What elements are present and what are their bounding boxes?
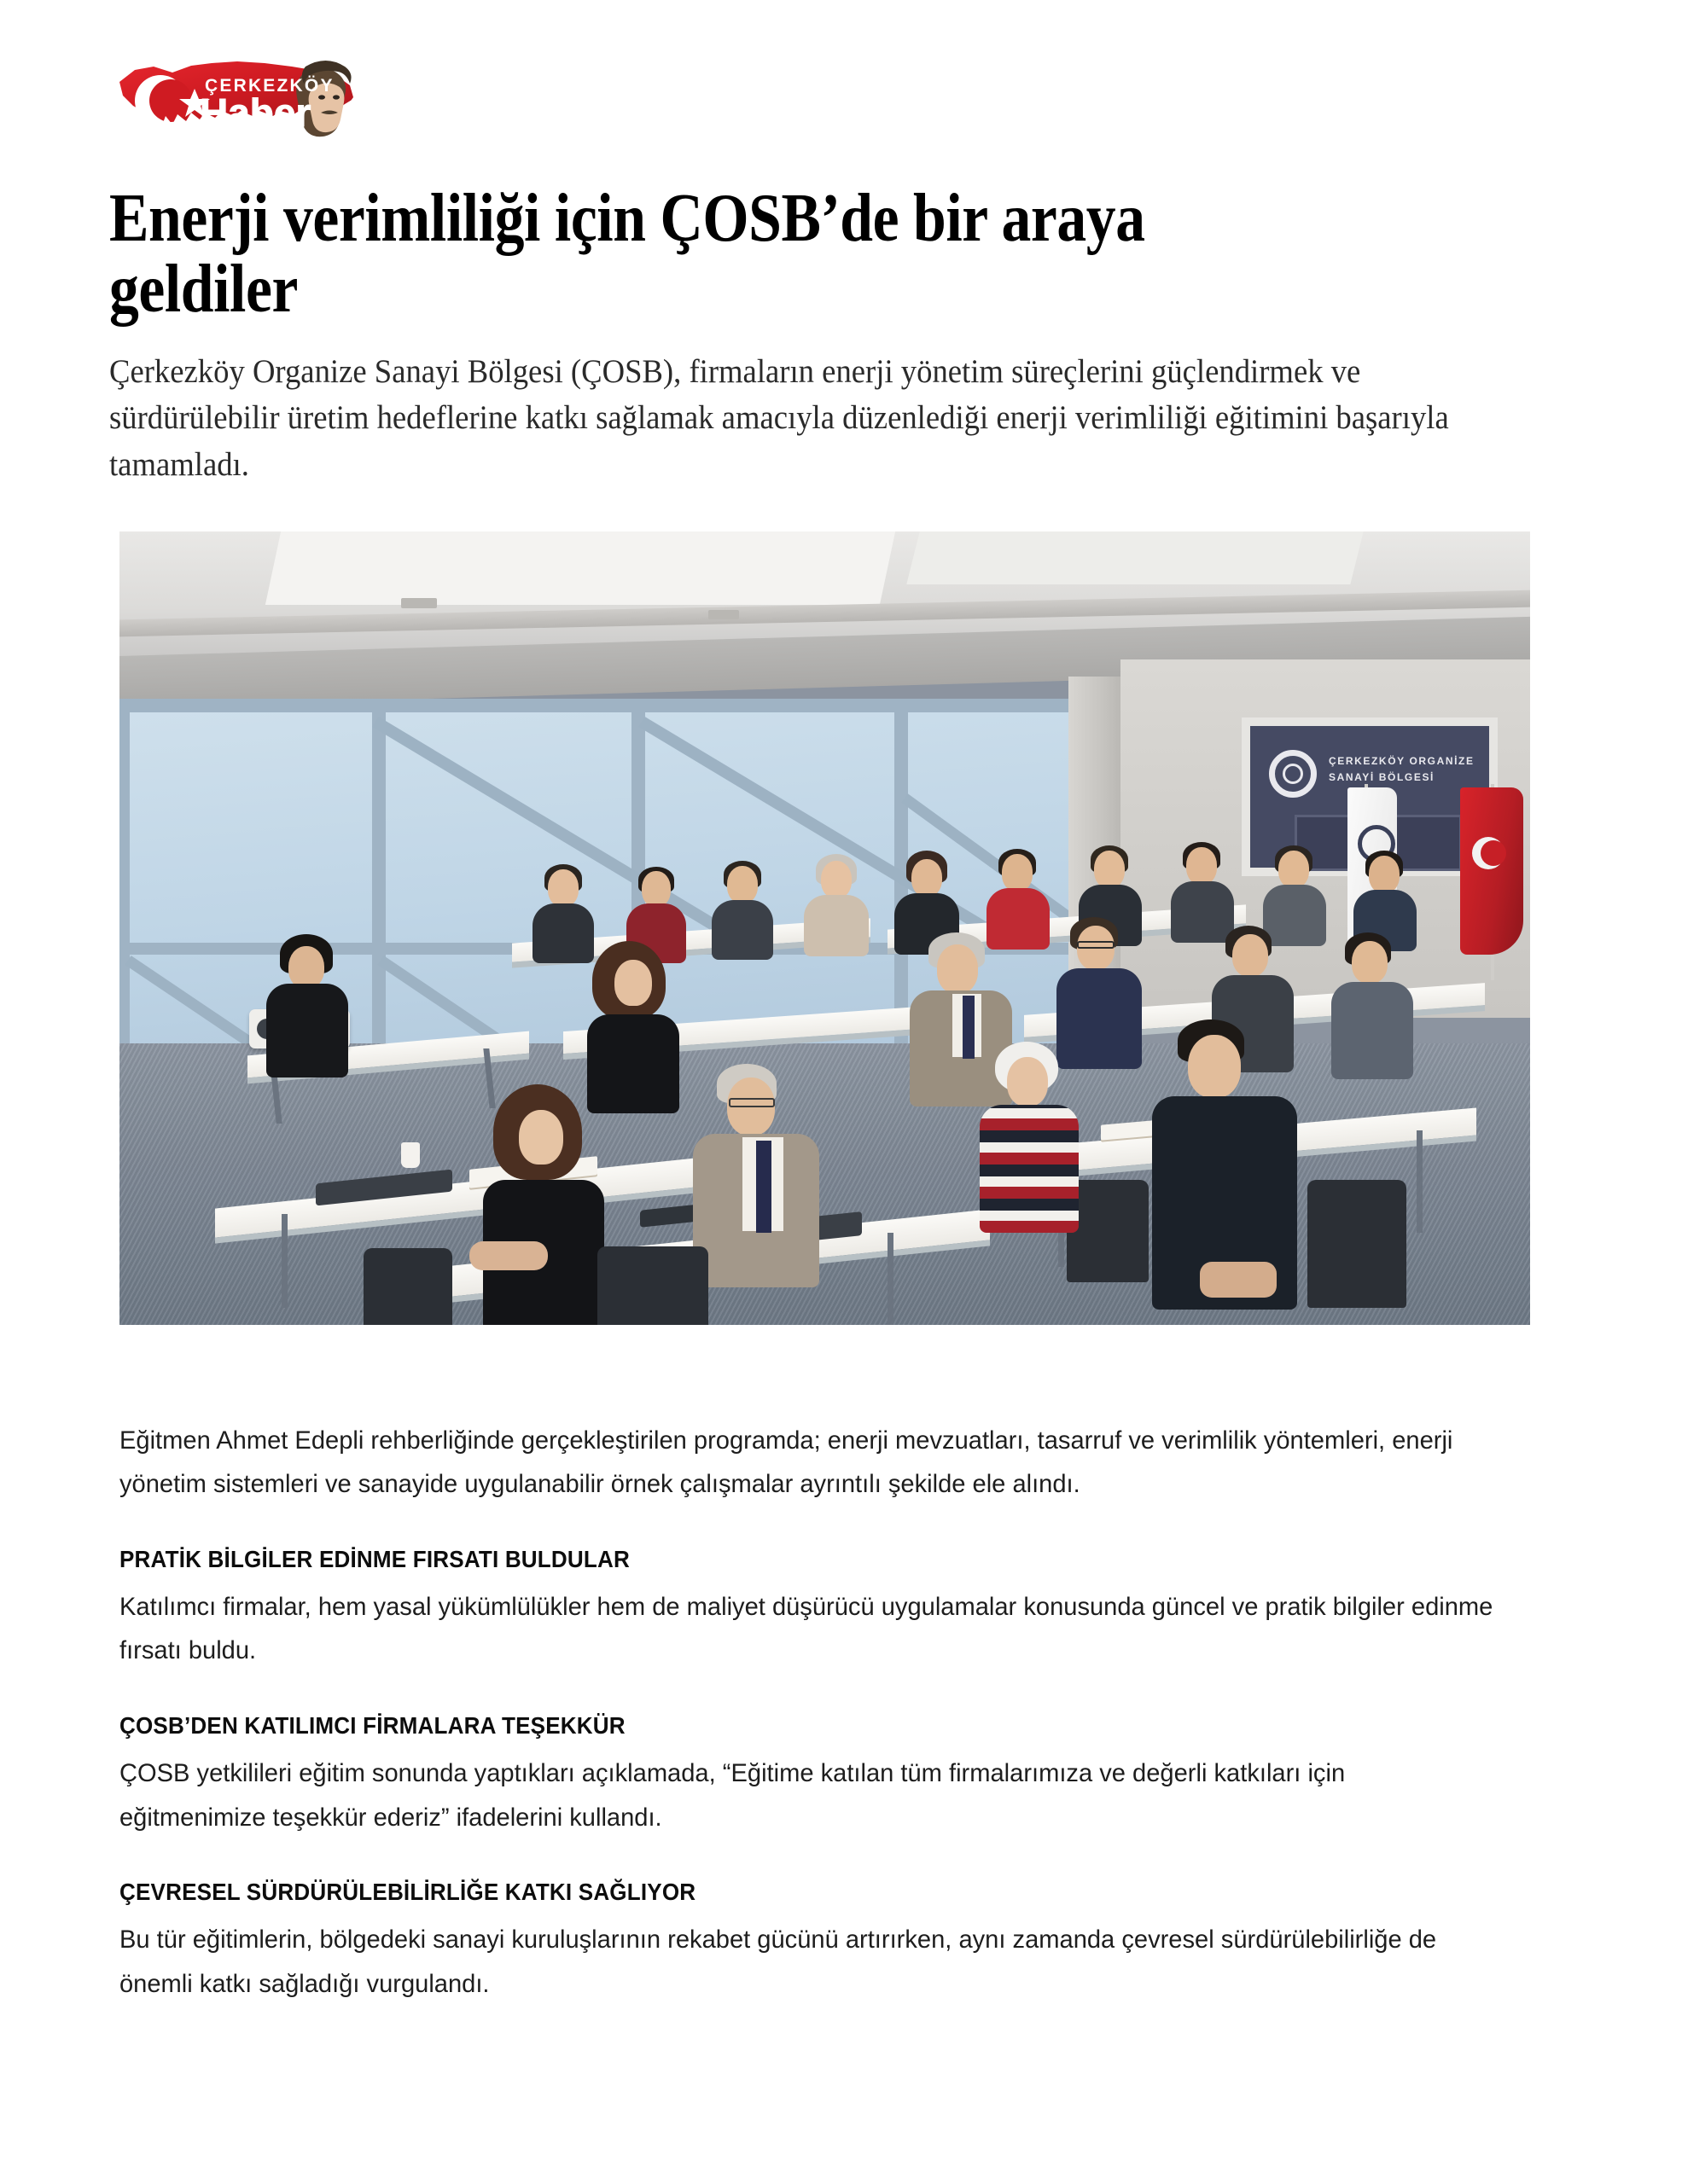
article-section: [119, 1879, 1536, 2006]
section-body: ÇOSB yetkilileri eğitim sonunda yaptıkları açıklamada, “Eğitime katılan tüm firmalarımıza ve değerli katkıları için eğitmenimize teşekkür ederiz” ifadelerini kullandı.: [119, 1759, 1346, 1832]
section-body: Katılımcı firmalar, hem yasal yükümlülükler hem de maliyet düşürücü uygulamalar konusunda güncel ve pratik bilgiler edinme fırsatı buldu.: [119, 1592, 1493, 1665]
cosb-gear-logo-icon: [1269, 750, 1317, 798]
chair: [597, 1246, 708, 1325]
turkish-flag: [1460, 787, 1523, 955]
section-heading: ÇOSB’DEN KATILIMCI FİRMALARA TEŞEKKÜR: [119, 1712, 626, 1739]
chair: [1067, 1180, 1149, 1282]
article-section: [119, 1546, 1536, 1673]
hero-photo-canvas: [119, 531, 1530, 1325]
site-masthead: [0, 0, 1682, 140]
ceiling-panel: [265, 531, 895, 605]
section-body: Bu tür eğitimlerin, bölgedeki sanayi kuruluşlarının rekabet gücünü artırırken, aynı zamanda çevresel sürdürülebilirliğe de önemli katkı sağladığı vurgulandı.: [119, 1926, 1437, 1998]
ceiling-light: [708, 610, 739, 619]
banner-line-2: SANAYİ BÖLGESİ: [1329, 770, 1435, 783]
article-headline: Enerji verimliliği için ÇOSB’de bir araya geldiler: [109, 179, 1145, 328]
hero-image[interactable]: [119, 531, 1530, 1325]
hands: [469, 1241, 548, 1270]
ceiling-panel: [906, 531, 1363, 584]
banner-text: [1329, 753, 1475, 786]
section-heading: PRATİK BİLGİLER EDİNME FIRSATI BULDULAR: [119, 1545, 630, 1572]
logo-top-text: ÇERKEZKÖY: [205, 76, 335, 96]
logo-main-text: Haber: [200, 90, 311, 135]
article-lead-paragraph: Çerkezköy Organize Sanayi Bölgesi (ÇOSB), firmaların enerji yönetim süreçlerini güçlendirmek ve sürdürülebilir üretim hedeflerine katkı sağlamak amacıyla düzenlediği enerji verimliliği eğitimini başarıyla tamamladı.: [109, 352, 1449, 484]
eyeglasses: [729, 1098, 775, 1107]
article-section: [119, 1712, 1536, 1839]
chair: [364, 1248, 452, 1325]
chair: [1307, 1180, 1406, 1308]
article-body: [119, 1419, 1536, 2007]
cerkezkoy-haber-logo[interactable]: [109, 44, 1682, 140]
ceiling-light: [401, 598, 437, 608]
article-intro-paragraph: Eğitmen Ahmet Edepli rehberliğinde gerçekleştirilen programda; enerji mevzuatları, tasarruf ve verimlilik yöntemleri, enerji yönetim sistemleri ve sanayide uygulanabilir örnek çalışmalar ayrıntılı şekilde ele alındı.: [119, 1426, 1453, 1499]
banner-line-1: ÇERKEZKÖY ORGANİZE: [1329, 754, 1475, 767]
hands: [1200, 1262, 1277, 1298]
coffee-cup: [401, 1142, 420, 1168]
eyeglasses: [1077, 941, 1115, 949]
section-heading: ÇEVRESEL SÜRDÜRÜLEBİLİRLİĞE KATKI SAĞLIYOR: [119, 1879, 696, 1906]
